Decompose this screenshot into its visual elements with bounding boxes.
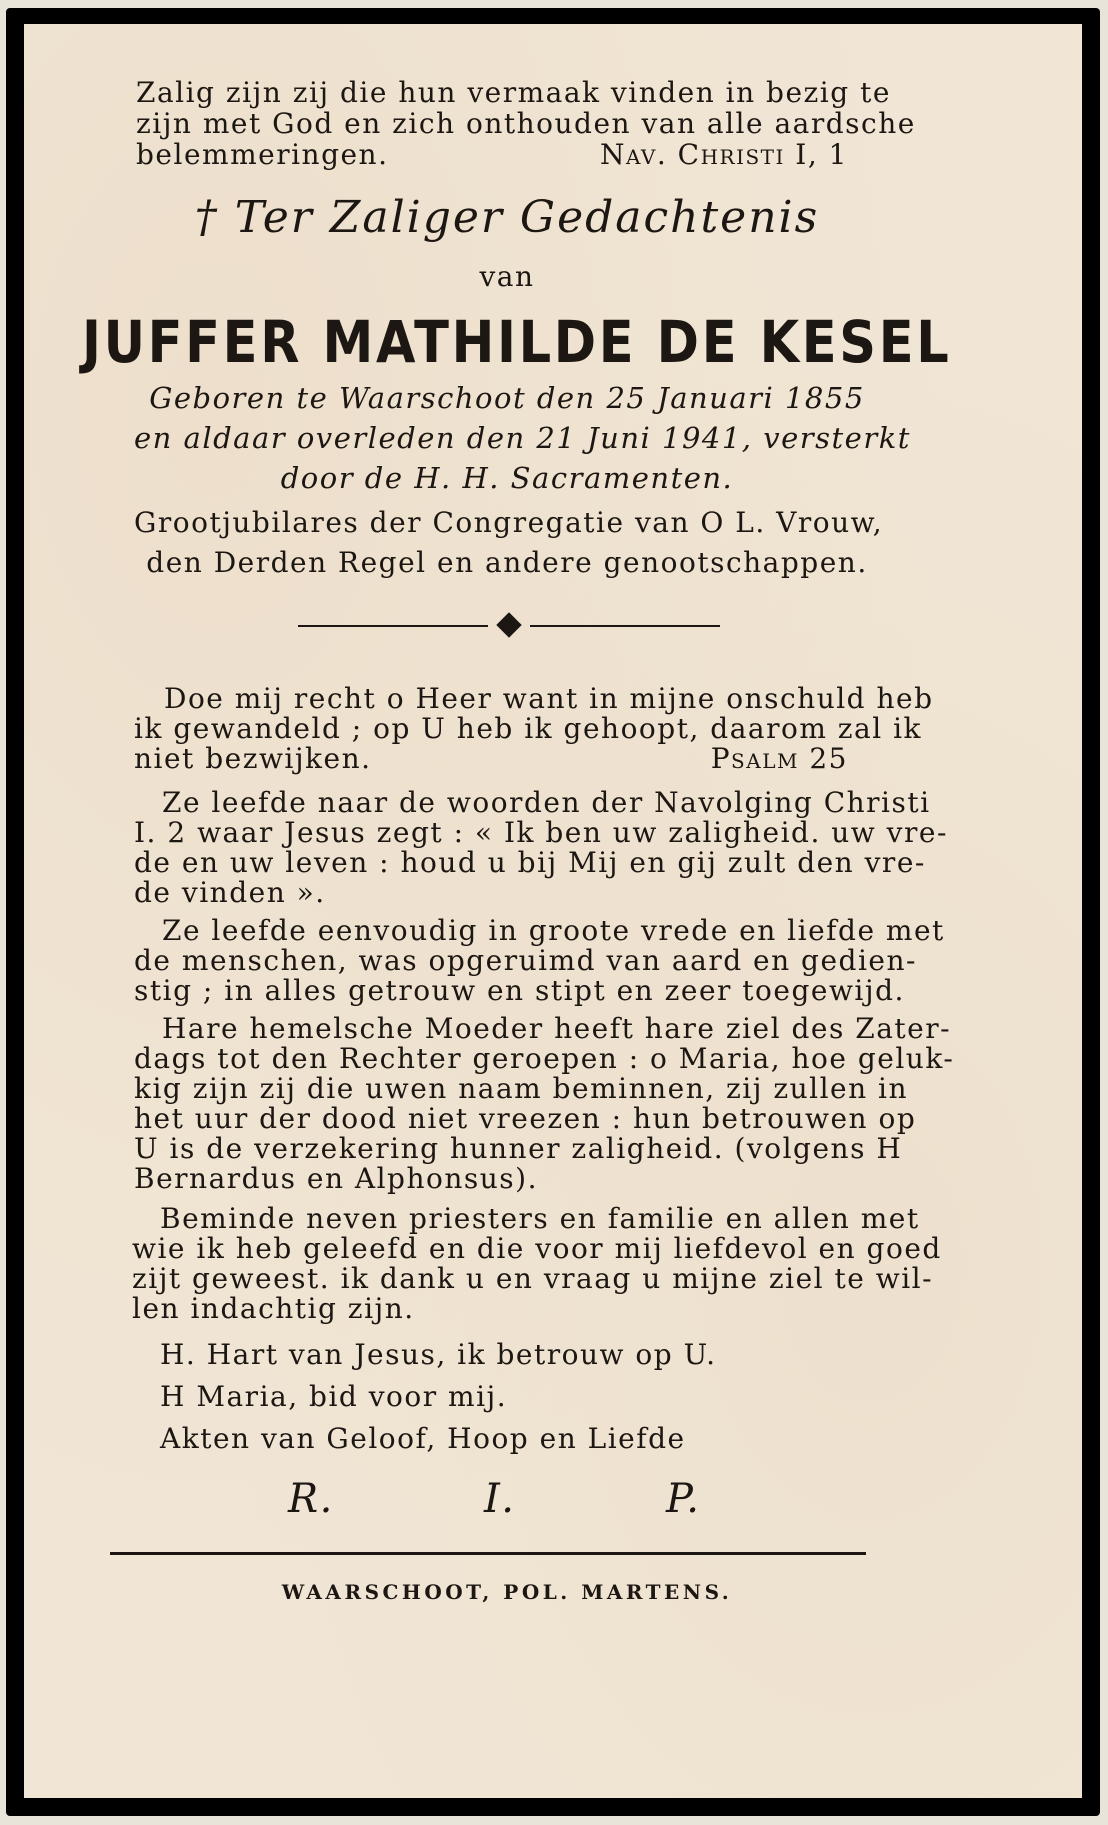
- rip-p: P.: [666, 1476, 701, 1522]
- van-text: van: [479, 260, 535, 293]
- paragraph-3-line-1: Hare hemelsche Moeder heeft hare ziel des Zater-: [162, 1012, 952, 1045]
- card-paper: [24, 24, 1082, 1798]
- quote-top-line-3: belemmeringen.: [136, 138, 389, 171]
- birth-line-3: door de H. H. Sacramenten.: [280, 461, 734, 495]
- psalm-line-2: ik gewandeld ; op U heb ik gehoopt, daarom zal ik: [134, 712, 922, 745]
- quote-top-source: Nav. Christi I, 1: [599, 138, 848, 171]
- psalm-line-1: Doe mij recht o Heer want in mijne onschuld heb: [164, 682, 934, 715]
- rip-i: I.: [484, 1476, 516, 1522]
- memorial-title: † Ter Zaliger Gedachtenis: [194, 192, 820, 243]
- paragraph-4-line-1: Beminde neven priesters en familie en allen met: [160, 1202, 920, 1235]
- paragraph-1-line-4: de vinden ».: [134, 876, 326, 909]
- diamond-ornament-icon: [496, 612, 521, 637]
- membership-line-1: Grootjubilares der Congregatie van O L. Vrouw,: [134, 506, 884, 539]
- paragraph-3-line-2: dags tot den Rechter geroepen : o Maria, hoe geluk-: [134, 1042, 955, 1075]
- paragraph-2-line-3: stig ; in alles getrouw en stipt en zeer toegewijd.: [134, 974, 905, 1007]
- paragraph-4-line-4: len indachtig zijn.: [132, 1292, 415, 1325]
- prayer-line-2: H Maria, bid voor mij.: [160, 1380, 508, 1413]
- paragraph-4-line-3: zijt geweest. ik dank u en vraag u mijne ziel te wil-: [132, 1262, 934, 1295]
- deceased-name: JUFFER MATHILDE DE KESEL: [81, 308, 952, 376]
- paragraph-3-line-4: het uur der dood niet vreezen : hun betrouwen op: [134, 1102, 917, 1135]
- psalm-line-3: niet bezwijken.: [134, 742, 372, 775]
- paragraph-1-line-3: de en uw leven : houd u bij Mij en gij zult den vre-: [134, 846, 926, 879]
- paragraph-3-line-6: Bernardus en Alphonsus).: [134, 1162, 538, 1195]
- birth-line-2: en aldaar overleden den 21 Juni 1941, versterkt: [134, 421, 911, 455]
- prayer-line-3: Akten van Geloof, Hoop en Liefde: [160, 1422, 686, 1455]
- paragraph-1-line-1: Ze leefde naar de woorden der Navolging Christi: [162, 786, 931, 819]
- membership-line-2: den Derden Regel en andere genootschappen.: [146, 546, 868, 579]
- paragraph-2-line-1: Ze leefde eenvoudig in groote vrede en liefde met: [162, 914, 945, 947]
- quote-top-line-2: zijn met God en zich onthouden van alle aardsche: [136, 107, 916, 140]
- quote-top-line-1: Zalig zijn zij die hun vermaak vinden in bezig te: [136, 76, 891, 109]
- rip-r: R.: [288, 1476, 334, 1522]
- printer-imprint: WAARSCHOOT, POL. MARTENS.: [281, 1580, 733, 1604]
- paragraph-4-line-2: wie ik heb geleefd en die voor mij liefdevol en goed: [132, 1232, 942, 1265]
- footer-rule: [110, 1552, 866, 1555]
- birth-line-1: Geboren te Waarschoot den 25 Januari 1855: [149, 381, 865, 415]
- paragraph-1-line-2: I. 2 waar Jesus zegt : « Ik ben uw zaligheid. uw vre-: [134, 816, 948, 849]
- paragraph-3-line-5: U is de verzekering hunner zaligheid. (volgens H: [134, 1132, 903, 1165]
- psalm-source: Psalm 25: [710, 742, 848, 775]
- prayer-line-1: H. Hart van Jesus, ik betrouw op U.: [160, 1338, 717, 1371]
- paragraph-3-line-3: kig zijn zij die uwen naam beminnen, zij zullen in: [134, 1072, 909, 1105]
- ornament-rule-left: [298, 625, 488, 627]
- ornament-rule-right: [530, 625, 720, 627]
- paragraph-2-line-2: de menschen, was opgeruimd van aard en gedien-: [134, 944, 917, 977]
- memorial-card: [6, 8, 1100, 1816]
